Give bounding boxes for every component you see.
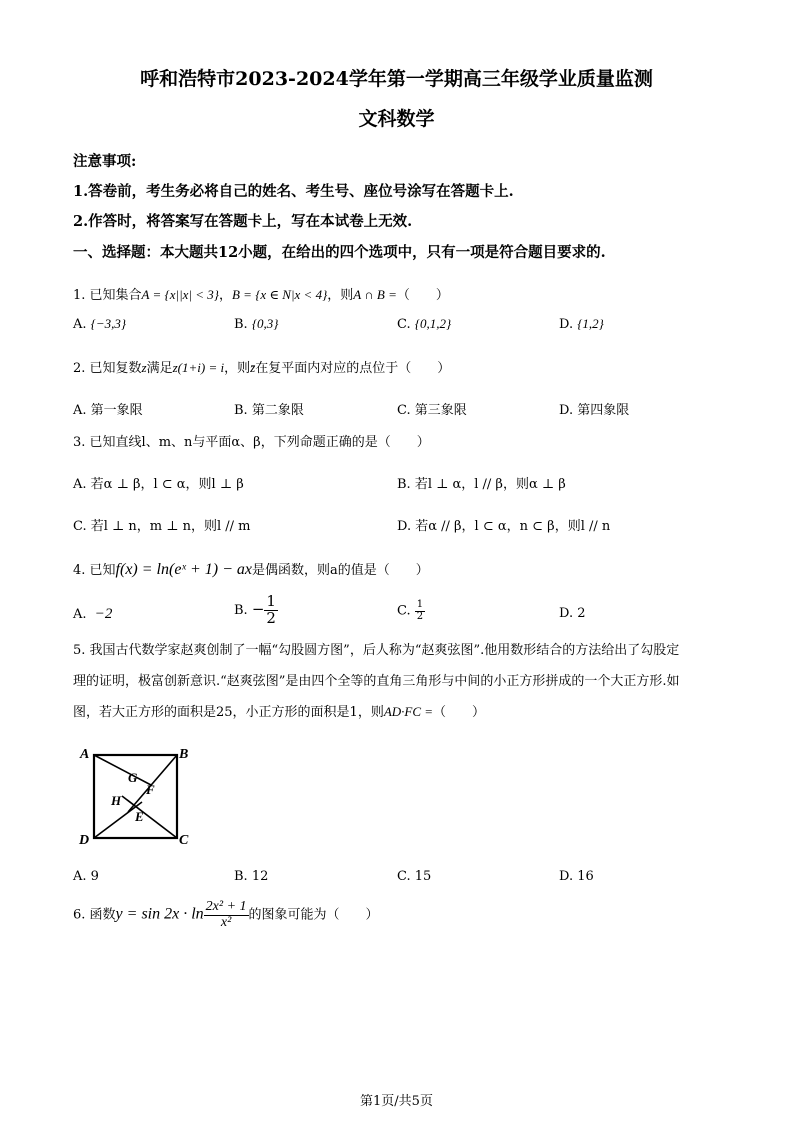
option-text: 若α ⊥ β，l ⊂ α，则l ⊥ β (90, 477, 244, 492)
option-label: A. (73, 477, 87, 492)
option-label: A. (73, 317, 87, 332)
note-item: 2.作答时，将答案写在答题卡上，写在本试卷上无效. (73, 213, 413, 230)
option-text: 第三象限 (414, 403, 467, 418)
option-text: 若l ⊥ n，m ⊥ n，则l // m (90, 519, 251, 534)
option-label: C. (397, 317, 411, 332)
question-3-stem: 3. 已知直线l、m、n与平面α、β，下列命题正确的是（ ） (73, 435, 430, 450)
option-text: 2 (577, 606, 586, 621)
question-4-stem (73, 559, 429, 579)
option-text: {0,1,2} (414, 316, 452, 331)
option-text: 第一象限 (90, 403, 143, 418)
vertex-label-h: H (111, 793, 122, 808)
q5-option-c[interactable] (397, 869, 431, 884)
section-heading: 一、选择题：本大题共12小题，在给出的四个选项中，只有一项是符合题目要求的. (73, 244, 606, 261)
q5-option-b[interactable] (234, 869, 268, 884)
question-2-stem (73, 357, 450, 376)
q5-vector-expr: AD·FC = (383, 704, 434, 719)
q2-option-a[interactable] (73, 399, 143, 418)
option-sign: − (251, 599, 265, 618)
option-label: B. (234, 602, 248, 618)
vertex-label-c: C (179, 833, 189, 848)
q1-option-c[interactable] (397, 316, 451, 332)
diagram-line (94, 755, 151, 785)
q2-option-d[interactable] (559, 399, 629, 418)
option-text: −2 (94, 606, 113, 622)
q1-option-a[interactable] (73, 316, 126, 332)
option-text: {1,2} (577, 316, 604, 331)
q2-pre: 2. 已知复数 (73, 361, 142, 376)
fraction-denominator: 2 (266, 608, 276, 627)
q2-mid2: ，则 (224, 361, 251, 376)
exam-subject: 文科数学 (358, 108, 435, 130)
q2-mid: 满足 (146, 361, 173, 376)
option-label: B. (397, 477, 411, 492)
option-fraction (264, 594, 278, 627)
q4-function: f(x) = ln(eˣ + 1) − ax (115, 561, 252, 578)
q6-lhs: y = sin 2x · ln (115, 905, 204, 923)
diagram-line (122, 796, 177, 838)
option-label: A. (73, 869, 87, 884)
q4-option-d[interactable] (559, 606, 586, 621)
vertex-label-f: F (146, 782, 155, 797)
q4-option-c[interactable] (397, 600, 425, 622)
q1-comma: ， (218, 288, 232, 303)
option-text: {−3,3} (90, 316, 127, 331)
q4-option-b[interactable] (234, 594, 278, 627)
option-text: 若α // β，l ⊂ α，n ⊂ β，则l // n (415, 519, 611, 534)
q1-expr: A ∩ B = (353, 287, 397, 302)
vertex-label-d: D (79, 833, 90, 848)
option-label: D. (559, 317, 574, 332)
question-1-stem (73, 284, 449, 303)
page-number: 第1页/共5页 (360, 1094, 433, 1109)
q4-pre: 4. 已知 (73, 563, 116, 578)
option-label: C. (397, 603, 411, 619)
q4-option-a[interactable] (73, 606, 112, 623)
option-label: A. (73, 607, 87, 622)
vertex-label-a: A (80, 747, 90, 762)
option-label: D. (559, 606, 574, 621)
q1-option-d[interactable] (559, 316, 604, 332)
q5-option-a[interactable] (73, 869, 99, 884)
option-label: D. (397, 519, 412, 534)
note-item: 1.答卷前，考生务必将自己的姓名、考生号、座位号涂写在答题卡上. (73, 183, 514, 200)
option-fraction (415, 600, 425, 622)
fraction-denominator: 2 (416, 610, 424, 622)
q6-pre: 6. 函数 (73, 907, 116, 923)
q3-option-c[interactable] (73, 515, 251, 534)
option-label: C. (397, 869, 411, 884)
q1-post: ，则 (327, 288, 354, 303)
option-label: D. (559, 403, 574, 418)
q6-post: 的图象可能为（ ） (248, 907, 379, 923)
option-text: 第四象限 (577, 403, 630, 418)
option-text: 12 (251, 869, 269, 884)
q2-option-c[interactable] (397, 399, 467, 418)
fraction-numerator: 2x² + 1 (205, 899, 247, 914)
fraction-numerator: 1 (416, 599, 424, 610)
q5-line3-pre: 图，若大正方形的面积是25，小正方形的面积是1，则 (73, 705, 384, 720)
q2-conj: z̄ (250, 360, 256, 375)
exam-title: 呼和浩特市2023-2024学年第一学期高三年级学业质量监测 (140, 68, 653, 90)
question-5-line (73, 701, 485, 720)
q2-eq: z(1+i) = i (172, 360, 225, 375)
option-label: B. (234, 869, 248, 884)
vertex-label-b: B (179, 747, 189, 762)
q5-option-d[interactable] (559, 869, 594, 884)
q2-post: 在复平面内对应的点位于（ ） (255, 361, 451, 376)
option-text: 16 (577, 869, 594, 884)
q2-var: z (141, 360, 147, 375)
question-5-line: 理的证明，极富创新意识.“赵爽弦图”是由四个全等的直角三角形与中间的小正方形拼成的一个大正方形.如 (73, 674, 680, 689)
question-6-stem (73, 900, 379, 930)
vertex-label-g: G (128, 770, 138, 785)
q4-post: 是偶函数，则a的值是（ ） (251, 563, 429, 578)
q6-fraction (204, 900, 249, 930)
option-label: C. (73, 519, 87, 534)
q3-option-a[interactable] (73, 473, 244, 492)
option-label: D. (559, 869, 574, 884)
option-text: 9 (90, 869, 99, 884)
option-label: B. (234, 403, 248, 418)
q3-option-b[interactable] (397, 473, 566, 492)
option-text: 第二象限 (251, 403, 304, 418)
q1-set-b: B = {x ∈ N|x < 4} (231, 287, 328, 302)
option-text: 若l ⊥ α，l // β，则α ⊥ β (414, 477, 566, 492)
option-text: 15 (414, 869, 432, 884)
q1-set-a: A = {x||x| < 3} (141, 287, 219, 302)
fraction-denominator: x² (220, 914, 232, 930)
q5-line3-post: （ ） (433, 705, 486, 720)
question-5-line: 5. 我国古代数学家赵爽创制了一幅“勾股圆方图”，后人称为“赵爽弦图”.他用数形结合的方法给出了勾股定 (73, 643, 680, 658)
outer-square (94, 755, 177, 838)
notes-heading: 注意事项: (73, 153, 137, 170)
q1-option-b[interactable] (234, 316, 278, 332)
q1-blank: （ ） (396, 288, 449, 303)
option-label: C. (397, 403, 411, 418)
option-label: A. (73, 403, 87, 418)
q2-option-b[interactable] (234, 399, 304, 418)
zhao-shuang-diagram (74, 744, 194, 850)
option-text: {0,3} (251, 316, 279, 331)
q3-option-d[interactable] (397, 515, 610, 534)
vertex-label-e: E (135, 809, 144, 824)
q1-pre: 1. 已知集合 (73, 288, 142, 303)
fraction-numerator: 1 (266, 592, 276, 610)
option-label: B. (234, 317, 248, 332)
